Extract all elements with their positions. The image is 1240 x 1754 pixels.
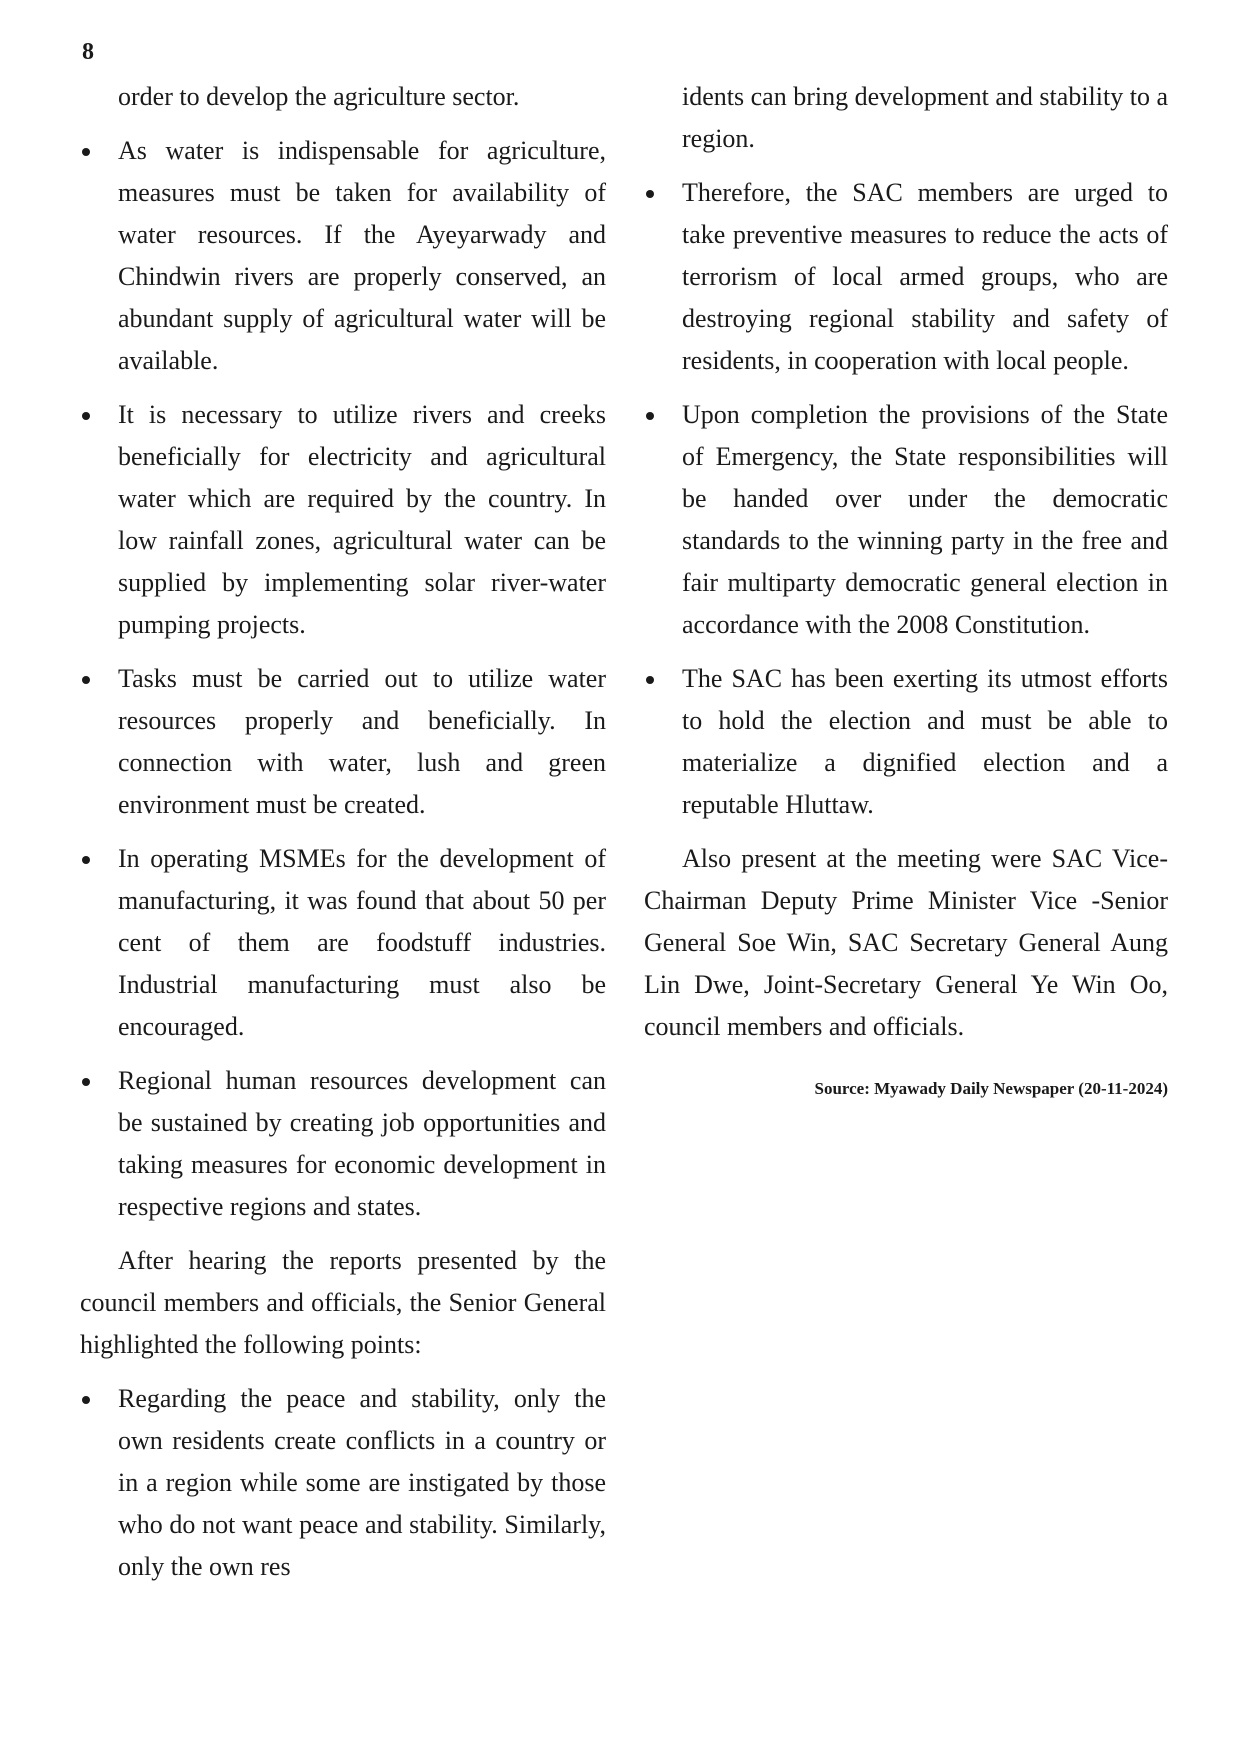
intro-paragraph: After hearing the reports presented by the council members and officials, the Senior General highlighted the following points: [80,1246,606,1359]
bullet-text: As water is indispensable for agriculture, measures must be taken for availability of water resources. If the Ayeyarwady and Chindwin rivers are properly conserved, an abundant supply of agricultural water will be available. [118,136,606,375]
bullet-dot-icon [82,1396,90,1404]
bullet-text: Tasks must be carried out to utilize water resources properly and beneficially. In connection with water, lush and green environment must be created. [118,664,606,819]
bullet-text: In operating MSMEs for the development of manufacturing, it was found that about 50 per cent of them are foodstuff industries. Industrial manufacturing must also be encouraged. [118,844,606,1041]
bullet-dot-icon [82,856,90,864]
bullet-dot-icon [82,148,90,156]
bullet-item [80,1060,606,1228]
bullet-dot-icon [646,190,654,198]
bullet-text: It is necessary to utilize rivers and creeks beneficially for electricity and agricultural water which are required by the country. In low rainfall zones, agricultural water can be supplied by implementing solar river-water pumping projects. [118,400,606,639]
bullet-item [80,658,606,826]
bullet-dot-icon [646,412,654,420]
bullet-dot-icon [82,676,90,684]
closing-paragraph: Also present at the meeting were SAC Vice-Chairman Deputy Prime Minister Vice -Senior General Soe Win, SAC Secretary General Aung Lin Dwe, Joint-Secretary General Ye Win Oo, council members and officials. [644,844,1168,1041]
left-column [80,76,606,1600]
bullet-dot-icon [82,1078,90,1086]
right-bullet-list [644,172,1168,826]
bullet-item [80,130,606,382]
bullet-item [80,838,606,1048]
bullet-text: Upon completion the provisions of the State of Emergency, the State responsibilities will be handed over under the democratic standards to the winning party in the free and fair multiparty democratic general election in accordance with the 2008 Constitution. [682,400,1168,639]
left-bullet-list-b [80,1378,606,1588]
right-column [644,76,1168,1100]
bullet-text: Regional human resources development can be sustained by creating job opportunities and taking measures for economic development in respective regions and states. [118,1066,606,1221]
right-continuation-text: idents can bring development and stability to a region. [682,82,1168,153]
bullet-item [644,172,1168,382]
bullet-item [80,1378,606,1588]
left-continuation-text: order to develop the agriculture sector. [118,82,520,111]
left-bullet-list-a [80,130,606,1228]
bullet-text: Regarding the peace and stability, only the own residents create conflicts in a country or in a region while some are instigated by those who do not want peace and stability. Similarly, only the own res [118,1384,606,1581]
bullet-item [644,394,1168,646]
bullet-text: The SAC has been exerting its utmost efforts to hold the election and must be able to materialize a dignified election and a reputable Hluttaw. [682,664,1168,819]
bullet-item [644,658,1168,826]
source-citation: Source: Myawady Daily Newspaper (20-11-2024) [814,1079,1168,1098]
bullet-text: Therefore, the SAC members are urged to take preventive measures to reduce the acts of terrorism of local armed groups, who are destroying regional stability and safety of residents, in cooperation with local people. [682,178,1168,375]
bullet-dot-icon [646,676,654,684]
bullet-item [80,394,606,646]
bullet-dot-icon [82,412,90,420]
page-number: 8 [82,39,94,65]
